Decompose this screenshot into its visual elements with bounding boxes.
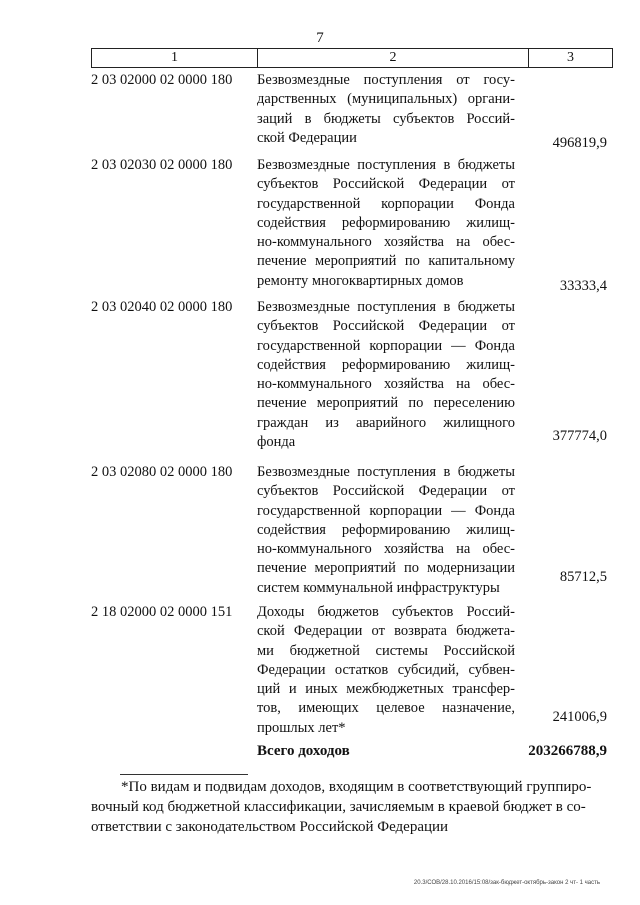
desc-line: субъектов Российской Федерации от xyxy=(257,176,515,193)
total-value: 203266788,9 xyxy=(528,743,607,759)
desc-line: Федерации остатков субсидий, субвен- xyxy=(257,661,515,678)
header-col-2: 2 xyxy=(258,49,529,67)
row-value: 496819,9 xyxy=(552,135,607,151)
desc-line: прошлых лет* xyxy=(257,719,346,736)
table-header xyxy=(91,48,613,68)
desc-line: ской Федерации xyxy=(257,129,357,146)
desc-line: субъектов Российской Федерации от xyxy=(257,318,515,335)
desc-line: содействия реформированию жилищ- xyxy=(257,356,515,373)
desc-line: субъектов Российской Федерации от xyxy=(257,483,515,500)
desc-line: государственной корпорации — Фонда xyxy=(257,502,515,519)
desc-line: Безвозмездные поступления от госу- xyxy=(257,72,515,88)
desc-line: дарственных (муниципальных) органи- xyxy=(257,91,515,108)
row-description xyxy=(257,463,515,598)
desc-line: но-коммунального хозяйства на обес- xyxy=(257,376,515,393)
desc-line: тов, имеющих целевое назначение, xyxy=(257,700,515,717)
budget-code: 2 03 02040 02 0000 180 xyxy=(91,299,233,315)
row-description xyxy=(257,71,515,148)
row-value: 241006,9 xyxy=(552,709,607,725)
desc-line: печение мероприятий по переселению xyxy=(257,395,515,412)
row-description xyxy=(257,603,515,738)
desc-line: фонда xyxy=(257,434,296,451)
desc-line: Безвозмездные поступления в бюджеты xyxy=(257,157,515,173)
budget-code: 2 18 02000 02 0000 151 xyxy=(91,604,233,620)
desc-line: но-коммунального хозяйства на обес- xyxy=(257,234,515,251)
desc-line: ций и иных межбюджетных трансфер- xyxy=(257,681,515,698)
desc-line: Доходы бюджетов субъектов Россий- xyxy=(257,604,515,620)
budget-code: 2 03 02080 02 0000 180 xyxy=(91,464,233,480)
row-value: 377774,0 xyxy=(552,428,607,444)
desc-line: систем коммунальной инфраструктуры xyxy=(257,579,500,596)
desc-line: государственной корпорации — Фонда xyxy=(257,337,515,354)
row-value: 33333,4 xyxy=(559,278,607,294)
desc-line: содействия реформированию жилищ- xyxy=(257,214,515,231)
desc-line: Безвозмездные поступления в бюджеты xyxy=(257,464,515,480)
footnote-line: *По видам и подвидам доходов, входящим в соответствующий группиро- xyxy=(121,779,592,795)
header-col-3: 3 xyxy=(567,50,574,65)
footnote-line: ответствии с законодательством Российской Федерации xyxy=(91,819,449,835)
desc-line: ской Федерации от возврата бюджета- xyxy=(257,623,515,640)
desc-line: заций в бюджеты субъектов Россий- xyxy=(257,110,515,127)
footnote-divider xyxy=(120,774,248,775)
desc-line: государственной корпорации Фонда xyxy=(257,195,515,212)
footnote xyxy=(91,777,611,837)
document-stamp: 20.3/СОВ/28.10.2016/15:08/зак-бюджет-октябрь-закон 2 чт- 1 часть xyxy=(413,880,600,886)
row-value: 85712,5 xyxy=(559,569,607,585)
page-number: 7 xyxy=(316,30,324,46)
desc-line: но-коммунального хозяйства на обес- xyxy=(257,541,515,558)
row-description xyxy=(257,298,515,452)
desc-line: граждан из аварийного жилищного xyxy=(257,414,515,431)
total-label: Всего доходов xyxy=(257,743,350,759)
row-description xyxy=(257,156,515,291)
desc-line: печение мероприятий по капитальному xyxy=(257,253,515,270)
desc-line: содействия реформированию жилищ- xyxy=(257,521,515,538)
desc-line: Безвозмездные поступления в бюджеты xyxy=(257,299,515,315)
header-col-1: 1 xyxy=(92,49,258,67)
footnote-line: вочный код бюджетной классификации, зачисляемым в краевой бюджет в со- xyxy=(91,799,586,815)
budget-code: 2 03 02030 02 0000 180 xyxy=(91,157,233,173)
desc-line: ми бюджетной системы Российской xyxy=(257,642,515,659)
budget-code: 2 03 02000 02 0000 180 xyxy=(91,72,233,88)
desc-line: печение мероприятий по модернизации xyxy=(257,560,515,577)
desc-line: ремонту многоквартирных домов xyxy=(257,272,464,289)
